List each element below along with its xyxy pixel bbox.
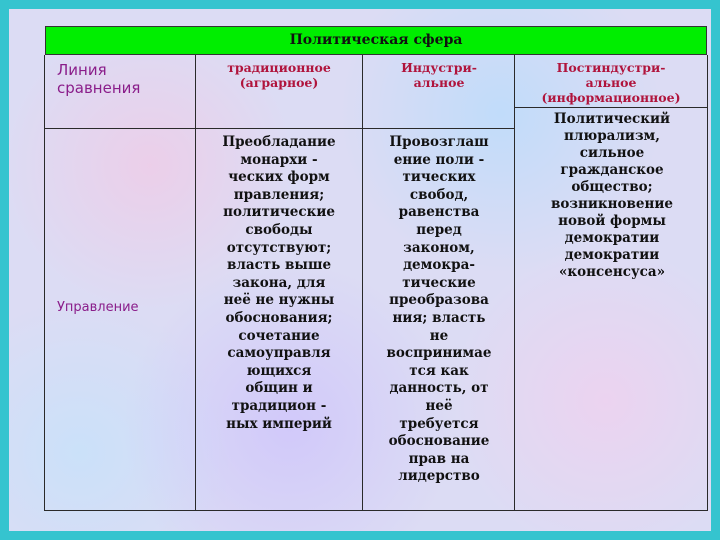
table-border-bottom <box>44 510 708 511</box>
table-header: Политическая сфера <box>45 26 707 55</box>
post-header-divider <box>514 107 708 108</box>
table-border-left <box>44 55 45 511</box>
column-divider-3 <box>514 55 515 511</box>
table-border-right <box>707 55 708 511</box>
column-divider-1 <box>195 55 196 511</box>
comparison-line-label: Линия сравнения <box>57 61 141 97</box>
cell-industrial-governance: Провозглаш ение поли - тических свобод, равенства перед законом, демокра- тические преобразова ния; власть не воспринимае тся как данность, от неё требуется обоснование прав на лидерство <box>386 134 492 485</box>
row-label-governance: Управление <box>57 300 139 315</box>
cell-postindustrial-governance: Политический плюрализм, сильное гражданское общество; возникновение новой формы демократии демократии «консенсуса» <box>551 111 673 280</box>
row-divider <box>44 128 515 129</box>
column-header-industrial: Индустри- альное <box>401 60 477 90</box>
column-header-postindustrial: Постиндустри- альное (информационное) <box>541 60 681 105</box>
cell-traditional-governance: Преобладание монархи - ческих форм правления; политические свободы отсутствуют; власть выше закона, для неё не нужны обоснования; сочетание самоуправля ющихся общин и традицион - ных империй <box>222 134 336 432</box>
column-header-traditional: традиционное (аграрное) <box>227 60 331 90</box>
column-divider-2 <box>362 55 363 511</box>
